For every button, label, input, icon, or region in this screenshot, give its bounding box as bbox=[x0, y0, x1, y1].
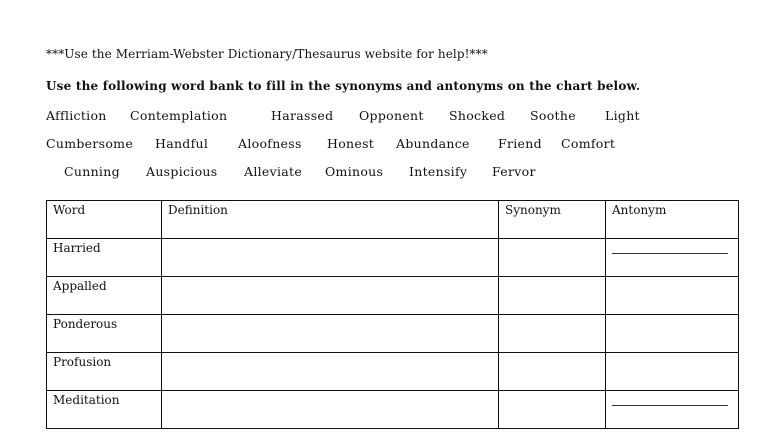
header-word: Word bbox=[47, 201, 162, 239]
word-bank-item: Soothe bbox=[530, 108, 576, 123]
word-bank-item: Affliction bbox=[46, 108, 107, 123]
synonym-cell[interactable] bbox=[499, 239, 606, 277]
word-bank-item: Aloofness bbox=[238, 136, 302, 151]
antonym-cell[interactable] bbox=[606, 391, 739, 429]
help-note: ***Use the Merriam-Webster Dictionary/Thesaurus website for help!*** bbox=[46, 47, 488, 61]
header-synonym: Synonym bbox=[499, 201, 606, 239]
word-cell: Meditation bbox=[47, 391, 162, 429]
header-antonym: Antonym bbox=[606, 201, 739, 239]
word-bank-item: Ominous bbox=[325, 164, 384, 179]
antonym-cell[interactable] bbox=[606, 277, 739, 315]
word-bank-item: Intensify bbox=[409, 164, 468, 179]
word-bank-item: Fervor bbox=[492, 164, 536, 179]
table-row bbox=[47, 315, 739, 353]
synonym-cell[interactable] bbox=[499, 353, 606, 391]
definition-cell[interactable] bbox=[162, 277, 499, 315]
word-bank-item: Auspicious bbox=[146, 164, 218, 179]
antonym-cell[interactable] bbox=[606, 353, 739, 391]
antonym-cell[interactable] bbox=[606, 239, 739, 277]
antonym-cell[interactable] bbox=[606, 315, 739, 353]
synonym-cell[interactable] bbox=[499, 315, 606, 353]
synonym-cell[interactable] bbox=[499, 277, 606, 315]
table-header-row bbox=[47, 201, 739, 239]
table-row bbox=[47, 277, 739, 315]
word-bank-item: Light bbox=[605, 108, 640, 123]
definition-cell[interactable] bbox=[162, 239, 499, 277]
word-bank-item: Cunning bbox=[64, 164, 120, 179]
word-bank-item: Contemplation bbox=[130, 108, 228, 123]
word-bank-item: Alleviate bbox=[244, 164, 303, 179]
word-bank-item: Abundance bbox=[396, 136, 470, 151]
table-row bbox=[47, 391, 739, 429]
word-bank-item: Comfort bbox=[561, 136, 616, 151]
word-bank-item: Opponent bbox=[359, 108, 424, 123]
answer-line bbox=[612, 253, 728, 254]
vocabulary-chart bbox=[46, 200, 739, 429]
header-definition: Definition bbox=[162, 201, 499, 239]
word-cell: Appalled bbox=[47, 277, 162, 315]
word-cell: Harried bbox=[47, 239, 162, 277]
word-bank-item: Cumbersome bbox=[46, 136, 134, 151]
word-cell: Profusion bbox=[47, 353, 162, 391]
table-row bbox=[47, 239, 739, 277]
synonym-cell[interactable] bbox=[499, 391, 606, 429]
definition-cell[interactable] bbox=[162, 353, 499, 391]
word-bank-item: Harassed bbox=[271, 108, 334, 123]
instructions: Use the following word bank to fill in the synonyms and antonyms on the chart below. bbox=[46, 79, 641, 93]
table-row bbox=[47, 353, 739, 391]
word-bank-item: Handful bbox=[155, 136, 209, 151]
answer-line bbox=[612, 405, 728, 406]
definition-cell[interactable] bbox=[162, 315, 499, 353]
definition-cell[interactable] bbox=[162, 391, 499, 429]
word-bank-item: Shocked bbox=[449, 108, 506, 123]
word-bank-item: Honest bbox=[327, 136, 375, 151]
word-bank-item: Friend bbox=[498, 136, 542, 151]
word-cell: Ponderous bbox=[47, 315, 162, 353]
